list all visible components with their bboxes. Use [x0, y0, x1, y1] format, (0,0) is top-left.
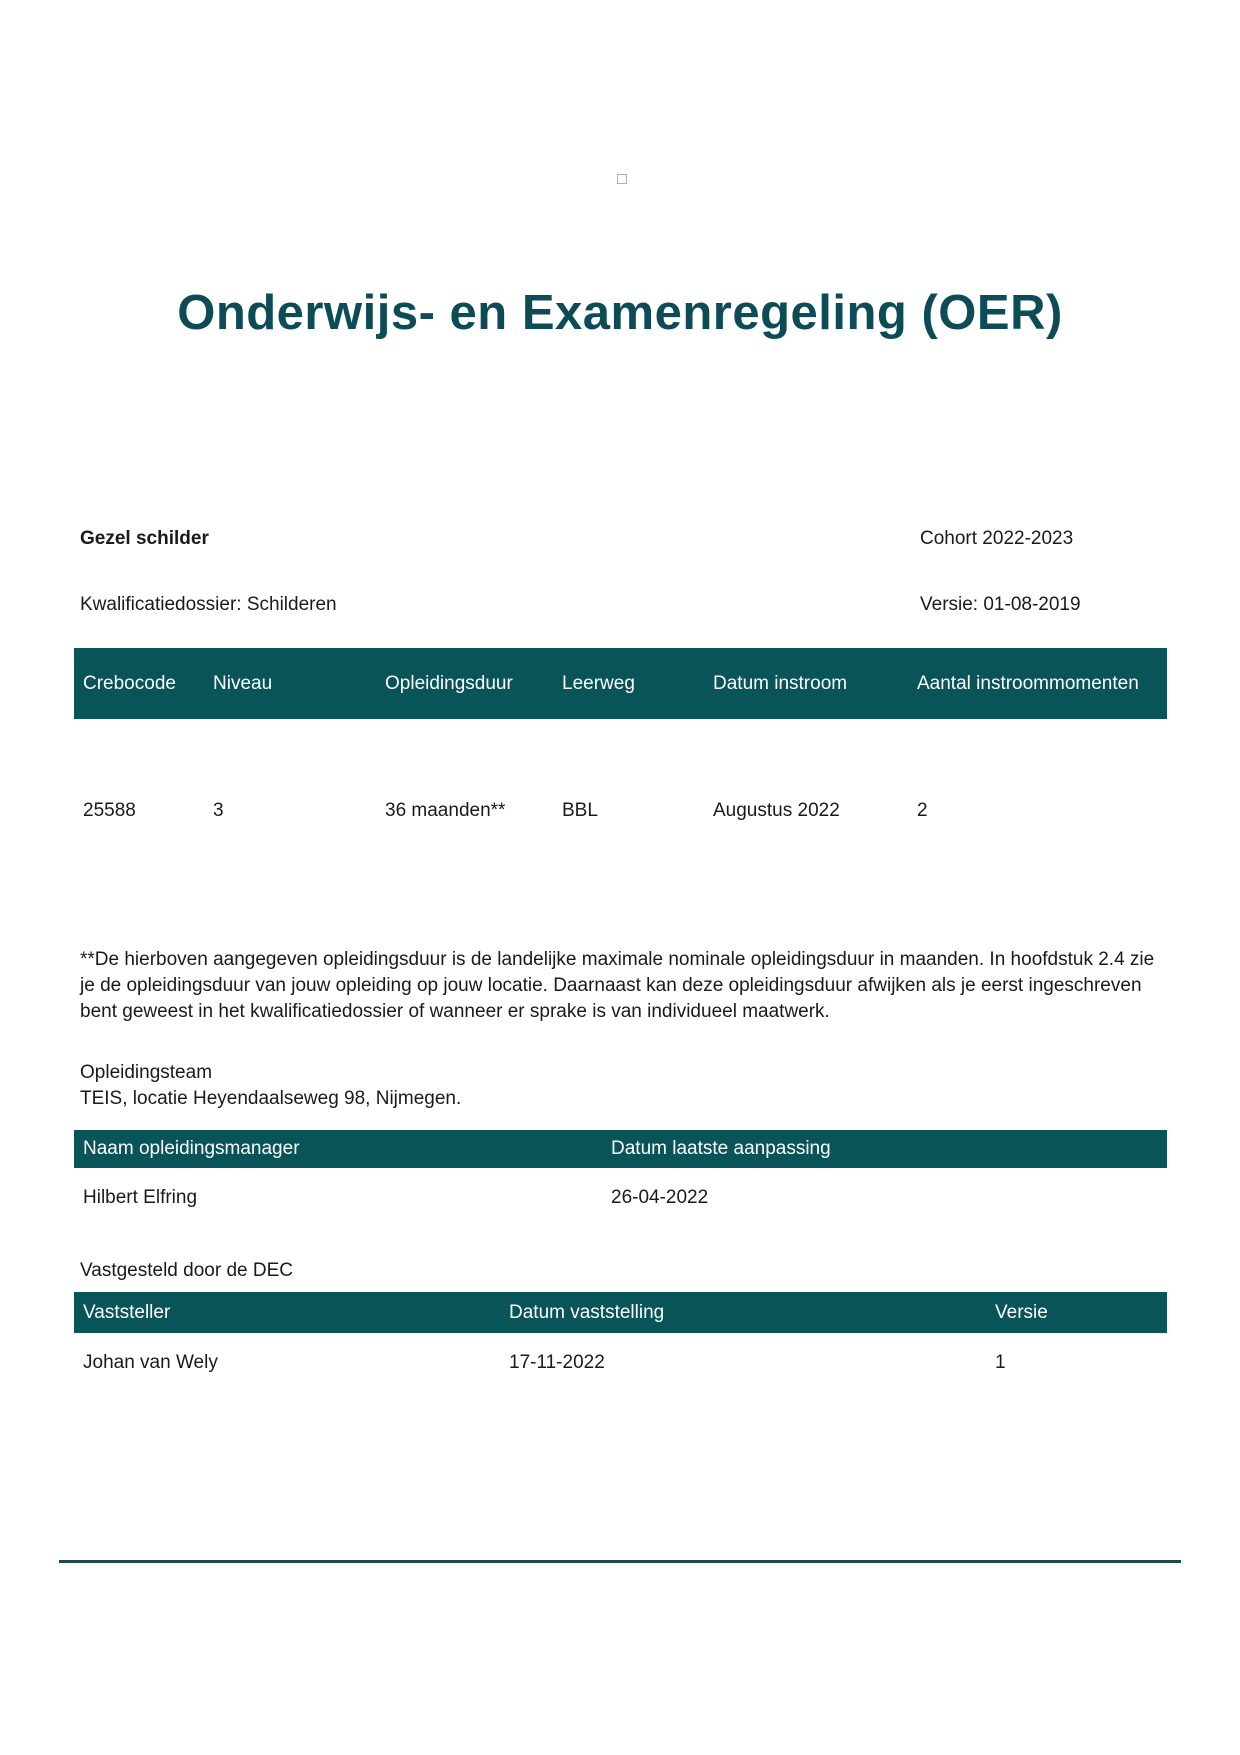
header-cell-datum-instroom: Datum instroom	[713, 672, 848, 694]
header-cell-leerweg: Leerweg	[562, 672, 635, 694]
table-cell-leerweg: BBL	[562, 800, 598, 821]
opleidingsteam-location: TEIS, locatie Heyendaalseweg 98, Nijmegen.	[80, 1088, 462, 1109]
qualification-dossier-label: Kwalificatiedossier: Schilderen	[80, 594, 337, 615]
header-cell-aantal-instroommomenten: Aantal instroommomenten	[917, 672, 1139, 694]
header-cell-versie: Versie	[995, 1301, 1048, 1323]
version-label: Versie: 01-08-2019	[920, 594, 1081, 615]
table-cell-vaststelling-date: 17-11-2022	[509, 1352, 605, 1373]
table-cell-datum-instroom: Augustus 2022	[713, 800, 840, 821]
table-cell-manager-name: Hilbert Elfring	[83, 1187, 198, 1208]
opleidingsteam-block	[80, 1060, 1162, 1112]
table-cell-aantal-instroommomenten: 2	[917, 800, 928, 821]
header-cell-datum-vaststelling: Datum vaststelling	[509, 1301, 665, 1323]
dec-heading: Vastgesteld door de DEC	[80, 1260, 293, 1281]
header-cell-opleidingsduur: Opleidingsduur	[385, 672, 513, 694]
program-name: Gezel schilder	[80, 528, 209, 549]
table-cell-opleidingsduur: 36 maanden**	[385, 800, 506, 821]
header-cell-vaststeller: Vaststeller	[83, 1301, 171, 1323]
dec-table-row	[74, 1333, 1167, 1376]
header-cell-datum-laatste-aanpassing: Datum laatste aanpassing	[611, 1138, 831, 1159]
dec-table	[74, 1292, 1167, 1376]
header-cell-naam-opleidingsmanager: Naam opleidingsmanager	[83, 1138, 300, 1159]
table-cell-last-modified-date: 26-04-2022	[611, 1187, 709, 1208]
program-table	[74, 648, 1167, 824]
dec-table-header-row	[74, 1292, 1167, 1333]
table-cell-vaststeller-name: Johan van Wely	[83, 1352, 218, 1373]
manager-table-row	[74, 1168, 1167, 1211]
program-table-row	[74, 719, 1167, 824]
table-cell-crebocode: 25588	[83, 800, 136, 821]
footer-divider	[59, 1560, 1181, 1563]
table-cell-niveau: 3	[213, 800, 224, 821]
manager-table	[74, 1130, 1167, 1211]
manager-table-header-row	[74, 1130, 1167, 1168]
header-cell-niveau: Niveau	[213, 672, 273, 694]
table-cell-versie-number: 1	[995, 1352, 1006, 1373]
header-cell-crebocode: Crebocode	[83, 672, 176, 694]
opleidingsduur-footnote: **De hierboven aangegeven opleidingsduur is de landelijke maximale nominale opleidingsduur in maanden. In hoofdstuk 2.4 zie je de opleidingsduur van jouw opleiding op jouw locatie. Daarnaast kan deze opleidingsduur afwijken als je eerst ingeschreven bent geweest in het kwalificatiedossier of wanneer er sprake is van individueel maatwerk.	[80, 949, 1155, 1022]
opleidingsteam-label: Opleidingsteam	[80, 1062, 213, 1083]
page-title: Onderwijs- en Examenregeling (OER)	[177, 285, 1063, 340]
program-table-header-row	[74, 648, 1167, 719]
cohort-label: Cohort 2022-2023	[920, 528, 1074, 549]
broken-image-placeholder-icon	[617, 174, 627, 184]
